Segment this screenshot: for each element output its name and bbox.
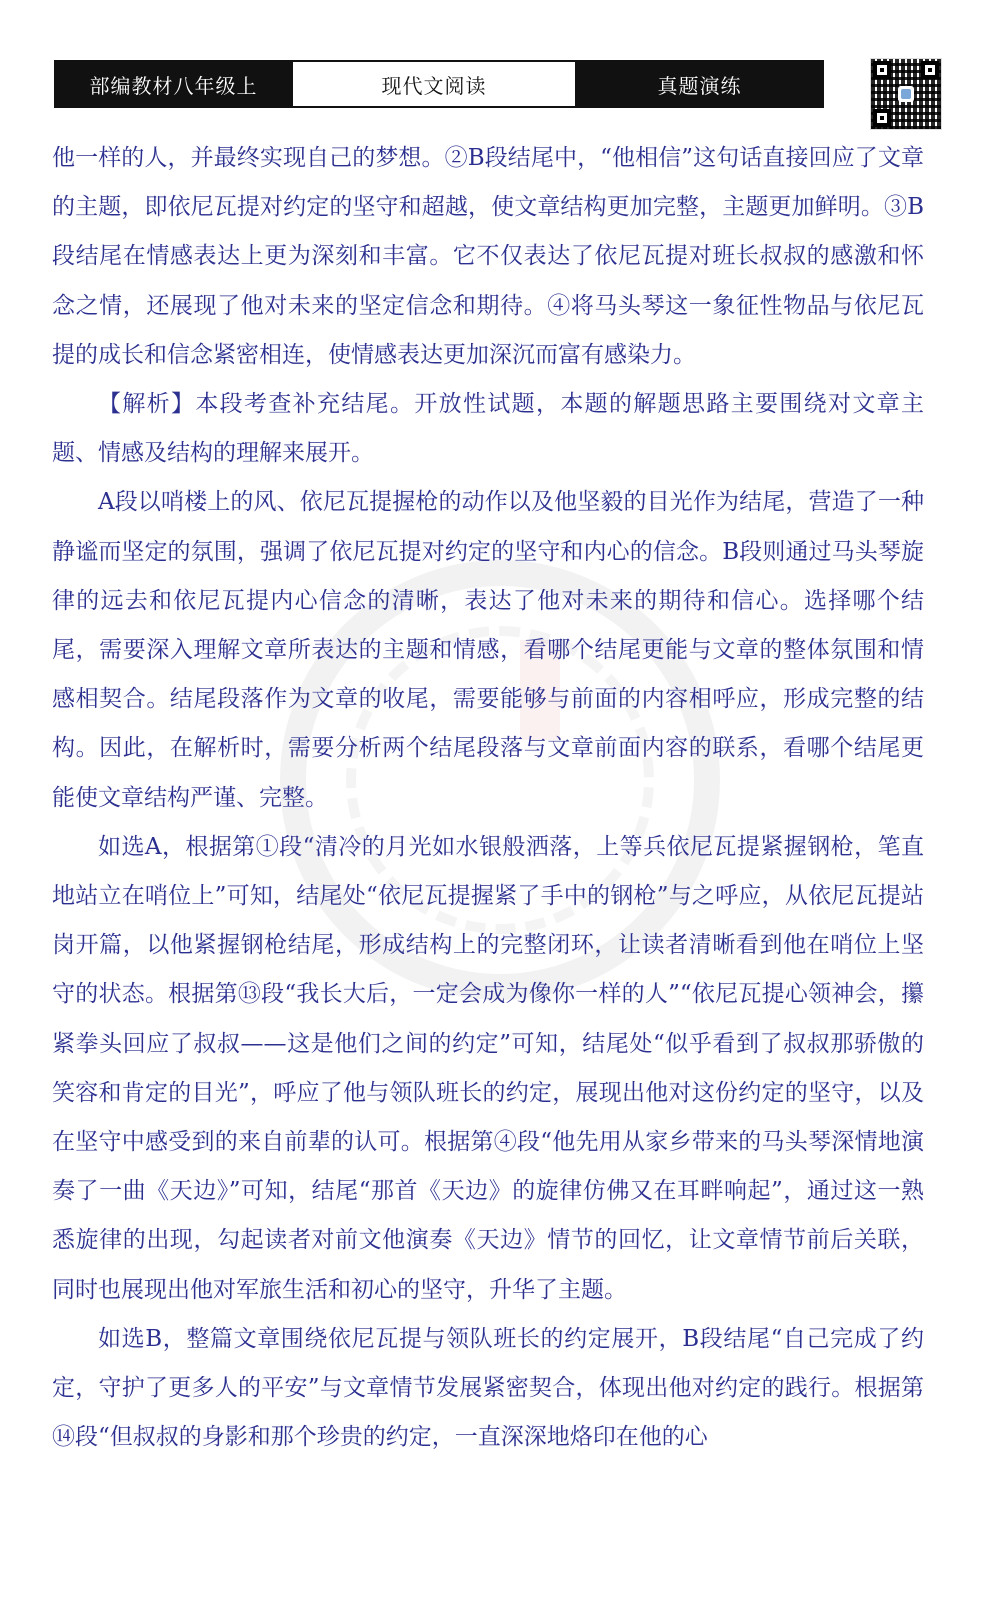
paragraph-ab-comparison: A段以哨楼上的风、依尼瓦提握枪的动作以及他坚毅的目光作为结尾，营造了一种静谧而坚定的氛围，强调了依尼瓦提对约定的坚守和内心的信念。B段则通过马头琴旋律的远去和依尼瓦提内心信念的清晰，表达了他对未来的期待和信心。选择哪个结尾，需要深入理解文章所表达的主题和情感，看哪个结尾更能与文章的整体氛围和情感相契合。结尾段落作为文章的收尾，需要能够与前面的内容相呼应，形成完整的结构。因此，在解析时，需要分析两个结尾段落与文章前面内容的联系，看哪个结尾更能使文章结构严谨、完整。: [52, 489, 924, 811]
qr-code-icon: [870, 58, 942, 130]
article-body: [52, 134, 924, 1462]
paragraph-continuation: 他一样的人，并最终实现自己的梦想。②B段结尾中，“他相信”这句话直接回应了文章的主题，即依尼瓦提对约定的坚守和超越，使文章结构更加完整，主题更加鲜明。③B段结尾在情感表达上更为深刻和丰富。它不仅表达了依尼瓦提对班长叔叔的感激和怀念之情，还展现了他对未来的坚定信念和期待。④将马头琴这一象征性物品与依尼瓦提的成长和信念紧密相连，使情感表达更加深沉而富有感染力。: [52, 145, 924, 368]
page-header: [54, 60, 824, 108]
paragraph-analysis: [52, 380, 924, 478]
subject-label: 现代文阅读: [291, 62, 577, 106]
grade-label: 部编教材八年级上: [56, 62, 291, 106]
paragraph-option-a: 如选A，根据第①段“清冷的月光如水银般洒落，上等兵依尼瓦提紧握钢枪，笔直地站立在哨位上”可知，结尾处“依尼瓦提握紧了手中的钢枪”与之呼应，从依尼瓦提站岗开篇，以他紧握钢枪结尾，形成结构上的完整闭环，让读者清晰看到他在哨位上坚守的状态。根据第⑬段“我长大后，一定会成为像你一样的人”“依尼瓦提心领神会，攥紧拳头回应了叔叔——这是他们之间的约定”可知，结尾处“似乎看到了叔叔那骄傲的笑容和肯定的目光”，呼应了他与领队班长的约定，展现出他对这份约定的坚守，以及在坚守中感受到的来自前辈的认可。根据第④段“他先用从家乡带来的马头琴深情地演奏了一曲《天边》”可知，结尾“那首《天边》的旋律仿佛又在耳畔响起”，通过这一熟悉旋律的出现，勾起读者对前文他演奏《天边》情节的回忆，让文章情节前后关联，同时也展现出他对军旅生活和初心的坚守，升华了主题。: [52, 833, 924, 1303]
section-label: 真题演练: [577, 62, 822, 106]
analysis-text: 本段考查补充结尾。开放性试题，本题的解题思路主要围绕对文章主题、情感及结构的理解来展开。: [52, 391, 925, 467]
paragraph-option-b: 如选B，整篇文章围绕依尼瓦提与领队班长的约定展开，B段结尾“自己完成了约定，守护了更多人的平安”与文章情节发展紧密契合，体现出他对约定的践行。根据第⑭段“但叔叔的身影和那个珍贵的约定，一直深深地烙印在他的心: [52, 1325, 924, 1451]
analysis-label: 【解析】: [98, 391, 196, 418]
